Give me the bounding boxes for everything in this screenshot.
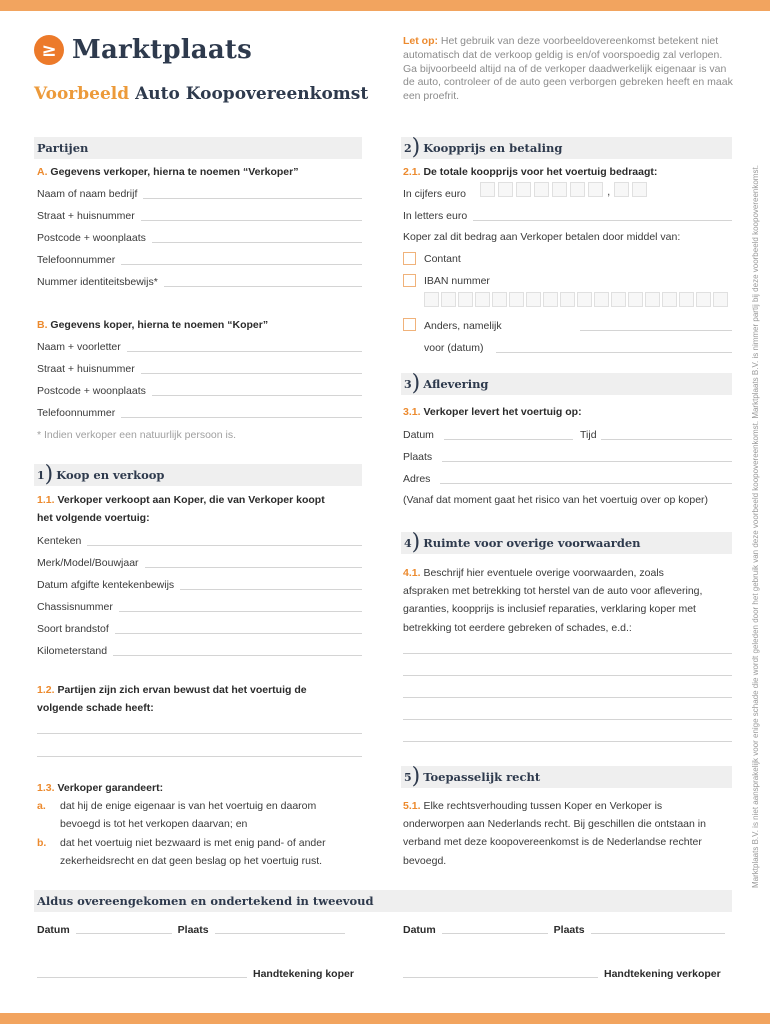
- clause-4-1: 4.1. Beschrijf hier eventuele overige voorwaarden, zoals afspraken met betrekking tot herstel van de auto voor aflevering, garanties, koopprijs is inclusief reparaties, verklaring koper met betrekking tot eerdere gebreken of schades, e.d.:: [403, 567, 703, 634]
- cijfers-label: In cijfers euro: [403, 188, 467, 200]
- notice-body: Het gebruik van deze voorbeeldovereenkomst betekent niet automatisch dat de verkoop geldig is en/of voorspoedig zal verlopen. Ga bijvoorbeeld altijd na of de verkoper daadwerkelijk eigenaar is van de auto, controleer of de auto geen verborgen gebreken heeft en maak een proefrit.: [403, 35, 733, 103]
- aflevering-datum-field[interactable]: Datum: [403, 427, 573, 442]
- title-rest: Auto Koopovereenkomst: [135, 84, 369, 104]
- section-1-header: 1 ) Koop en verkoop: [34, 464, 362, 486]
- aflevering-adres-field[interactable]: Adres: [403, 471, 732, 486]
- payment-method-label: Koper zal dit bedrag aan Verkoper betalen door middel van:: [403, 231, 681, 243]
- signature-verkoper[interactable]: Handtekening verkoper: [403, 968, 721, 980]
- damage-line-2[interactable]: [37, 756, 362, 757]
- guarantee-b: b. dat het voertuig niet bezwaard is met enig pand- of ander zekerheidsrecht en dat geen beslag op het voertuig rust.: [37, 837, 326, 868]
- notice-text: [403, 35, 738, 104]
- seller-name-field[interactable]: Naam of naam bedrijf: [37, 186, 362, 201]
- section-partijen-header: [34, 137, 362, 159]
- side-disclaimer: Marktplaats B.V. is niet aansprakelijk voor enige schade die wordt geleden door het gebruik van deze voorbeeld koopovereenkomst. Marktplaats B.V. is nimmer partij bij deze voorbeeld koopovereenkomst.: [751, 165, 760, 888]
- merk-model-field[interactable]: Merk/Model/Bouwjaar: [37, 555, 362, 570]
- conditions-line-2[interactable]: [403, 675, 732, 676]
- signature-section-header: Aldus overeengekomen en ondertekend in tweevoud: [34, 890, 732, 912]
- anders-checkbox[interactable]: [403, 318, 416, 331]
- seller-postcode-field[interactable]: Postcode + woonplaats: [37, 230, 362, 245]
- contant-label: Contant: [424, 253, 461, 265]
- document-title: [34, 84, 368, 104]
- clause-1-3: 1.3. Verkoper garandeert:: [37, 782, 164, 794]
- section-4-header: 4 ) Ruimte voor overige voorwaarden: [401, 532, 732, 554]
- section-title: Partijen: [37, 141, 89, 155]
- marktplaats-logo: [34, 35, 252, 65]
- clause-5-1: 5.1. Elke rechtsverhouding tussen Koper en Verkoper is onderworpen aan Nederlands recht. Bij geschillen die ontstaan in verband met deze koopovereenkomst is de Nederlandse rechter bevoegd.: [403, 800, 706, 867]
- marktplaats-logo-icon: ≥: [34, 35, 64, 65]
- amount-digit-boxes[interactable]: [480, 182, 647, 200]
- footnote: * Indien verkoper een natuurlijk persoon is.: [37, 429, 237, 441]
- buyer-phone-field[interactable]: Telefoonnummer: [37, 405, 362, 420]
- anders-field[interactable]: Anders, namelijk: [424, 318, 732, 333]
- seller-id-field[interactable]: Nummer identiteitsbewijs*: [37, 274, 362, 289]
- conditions-line-4[interactable]: [403, 719, 732, 720]
- clause-1-2: 1.2. Partijen zijn zich ervan bewust dat het voertuig de: [37, 684, 307, 696]
- chassisnummer-field[interactable]: Chassisnummer: [37, 599, 362, 614]
- datum-afgifte-field[interactable]: Datum afgifte kentekenbewijs: [37, 577, 362, 592]
- seller-phone-field[interactable]: Telefoonnummer: [37, 252, 362, 267]
- iban-label: IBAN nummer: [424, 275, 490, 287]
- buyer-street-field[interactable]: Straat + huisnummer: [37, 361, 362, 376]
- bottom-accent-bar: [0, 1013, 770, 1024]
- damage-line-1[interactable]: [37, 733, 362, 734]
- buyer-postcode-field[interactable]: Postcode + woonplaats: [37, 383, 362, 398]
- seller-heading: A. Gegevens verkoper, hierna te noemen “Verkoper”: [37, 166, 299, 178]
- notice-lead: Let op:: [403, 35, 438, 47]
- aflevering-tijd-field[interactable]: Tijd: [580, 427, 732, 442]
- section-3-header: 3 ) Aflevering: [401, 373, 732, 395]
- risk-note: (Vanaf dat moment gaat het risico van het voertuig over op koper): [403, 494, 709, 506]
- brandstof-field[interactable]: Soort brandstof: [37, 621, 362, 636]
- clause-3-1: 3.1. Verkoper levert het voertuig op:: [403, 406, 582, 418]
- guarantee-a: a. dat hij de enige eigenaar is van het voertuig en daarom bevoegd is tot het verkopen daarvan; en: [37, 800, 317, 831]
- signature-koper[interactable]: Handtekening koper: [37, 968, 354, 980]
- section-2-header: 2 ) Koopprijs en betaling: [401, 137, 732, 159]
- kenteken-field[interactable]: Kenteken: [37, 533, 362, 548]
- contant-checkbox[interactable]: [403, 252, 416, 265]
- clause-2-1: 2.1. De totale koopprijs voor het voertuig bedraagt:: [403, 166, 658, 178]
- buyer-name-field[interactable]: Naam + voorletter: [37, 339, 362, 354]
- iban-checkbox[interactable]: [403, 274, 416, 287]
- conditions-line-5[interactable]: [403, 741, 732, 742]
- section-5-header: 5 ) Toepasselijk recht: [401, 766, 732, 788]
- clause-1-2-cont: volgende schade heeft:: [37, 702, 154, 714]
- aflevering-plaats-field[interactable]: Plaats: [403, 449, 732, 464]
- top-accent-bar: [0, 0, 770, 11]
- koper-datum-plaats[interactable]: Datum Plaats: [37, 924, 351, 936]
- buyer-heading: B. Gegevens koper, hierna te noemen “Koper”: [37, 319, 269, 331]
- seller-street-field[interactable]: Straat + huisnummer: [37, 208, 362, 223]
- conditions-line-1[interactable]: [403, 653, 732, 654]
- kilometerstand-field[interactable]: Kilometerstand: [37, 643, 362, 658]
- decimal-comma: ,: [607, 184, 611, 198]
- iban-digit-boxes[interactable]: [424, 292, 728, 307]
- clause-1-1: 1.1. Verkoper verkoopt aan Koper, die van Verkoper koopt: [37, 494, 325, 506]
- verkoper-datum-plaats[interactable]: Datum Plaats: [403, 924, 731, 936]
- conditions-line-3[interactable]: [403, 697, 732, 698]
- amount-letters-field[interactable]: In letters euro: [403, 208, 732, 223]
- brand-name: Marktplaats: [72, 35, 252, 65]
- title-highlight: Voorbeeld: [34, 84, 130, 104]
- clause-1-1-cont: het volgende voertuig:: [37, 512, 150, 524]
- voor-datum-field[interactable]: voor (datum): [424, 340, 732, 355]
